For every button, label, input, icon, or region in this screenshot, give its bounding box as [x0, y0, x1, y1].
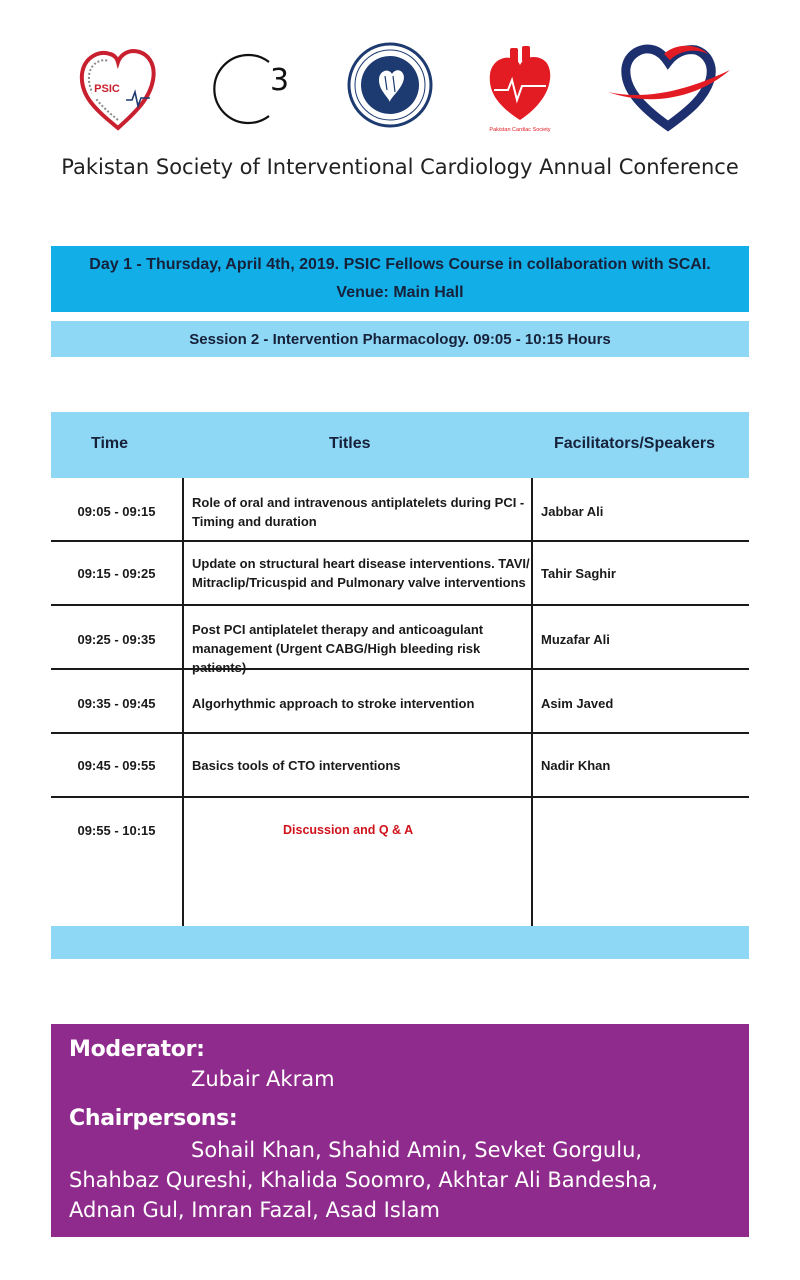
- schedule-table: [51, 478, 749, 926]
- header-titles: Titles: [329, 435, 371, 452]
- row-time: 09:25 - 09:35: [77, 632, 156, 647]
- row-speaker: Muzafar Ali: [541, 632, 610, 647]
- row-speaker: Jabbar Ali: [541, 504, 604, 519]
- row-speaker: Tahir Saghir: [541, 566, 616, 581]
- logo-strip: [0, 40, 800, 140]
- header-speakers: Facilitators/Speakers: [554, 435, 715, 452]
- day-banner-line: Day 1 - Thursday, April 4th, 2019. PSIC Fellows Course in collaboration with SCAI.: [89, 256, 711, 273]
- row-time: 09:35 - 09:45: [77, 696, 156, 711]
- table-header: [51, 412, 749, 478]
- row-time: 09:45 - 09:55: [77, 758, 156, 773]
- row-time: 09:15 - 09:25: [77, 566, 156, 581]
- scai-logo: [604, 40, 734, 135]
- row-speaker: Nadir Khan: [541, 758, 611, 773]
- pcs-logo-text: Pakistan Cardiac Society: [489, 127, 551, 133]
- row-time: 09:55 - 10:15: [77, 823, 156, 838]
- row-title: Role of oral and intravenous antiplatelets during PCI - Timing and duration: [192, 495, 525, 529]
- conference-title: Pakistan Society of Interventional Cardiology Annual Conference: [61, 155, 739, 179]
- chairpersons-label: Chairpersons:: [69, 1106, 238, 1131]
- row-speaker: Asim Javed: [541, 696, 614, 711]
- header-time: Time: [91, 435, 129, 452]
- row-title: Algorhythmic approach to stroke intervention: [192, 696, 475, 711]
- pcs-logo: [480, 40, 560, 135]
- table-row: [51, 542, 749, 606]
- chairpersons-line: Shahbaz Qureshi, Khalida Soomro, Akhtar Ali Bandesha,: [69, 1168, 659, 1192]
- table-row: [51, 478, 749, 542]
- row-title: Update on structural heart disease interventions. TAVI/ Mitraclip/Tricuspid and Pulmonary valve interventions: [192, 556, 530, 590]
- moderators-panel: [51, 1024, 749, 1237]
- table-row: [51, 670, 749, 734]
- table-row: [51, 734, 749, 798]
- row-title: Post PCI antiplatelet therapy and anticoagulant management (Urgent CABG/High bleeding risk patients): [192, 622, 484, 675]
- session-banner: Session 2 - Intervention Pharmacology. 09:05 - 10:15 Hours: [51, 321, 749, 357]
- c3-logo-text: 3: [270, 63, 290, 98]
- table-row: [51, 606, 749, 675]
- chairpersons-line: Sohail Khan, Shahid Amin, Sevket Gorgulu,: [191, 1138, 643, 1162]
- acc-seal-logo: [347, 40, 433, 135]
- psic-logo: [76, 40, 160, 135]
- c3-logo: [207, 40, 297, 135]
- table-row: [51, 798, 749, 926]
- psic-logo-text: PSIC: [94, 83, 120, 95]
- row-time: 09:05 - 09:15: [77, 504, 156, 519]
- table-footer-band: [51, 926, 749, 959]
- chairpersons-line: Adnan Gul, Imran Fazal, Asad Islam: [69, 1198, 440, 1222]
- moderator-name: Zubair Akram: [191, 1067, 335, 1091]
- row-title: Basics tools of CTO interventions: [192, 758, 401, 773]
- discussion-title: Discussion and Q & A: [283, 823, 414, 837]
- moderator-label: Moderator:: [69, 1037, 205, 1062]
- venue-line: Venue: Main Hall: [336, 284, 464, 301]
- day-banner: [51, 246, 749, 312]
